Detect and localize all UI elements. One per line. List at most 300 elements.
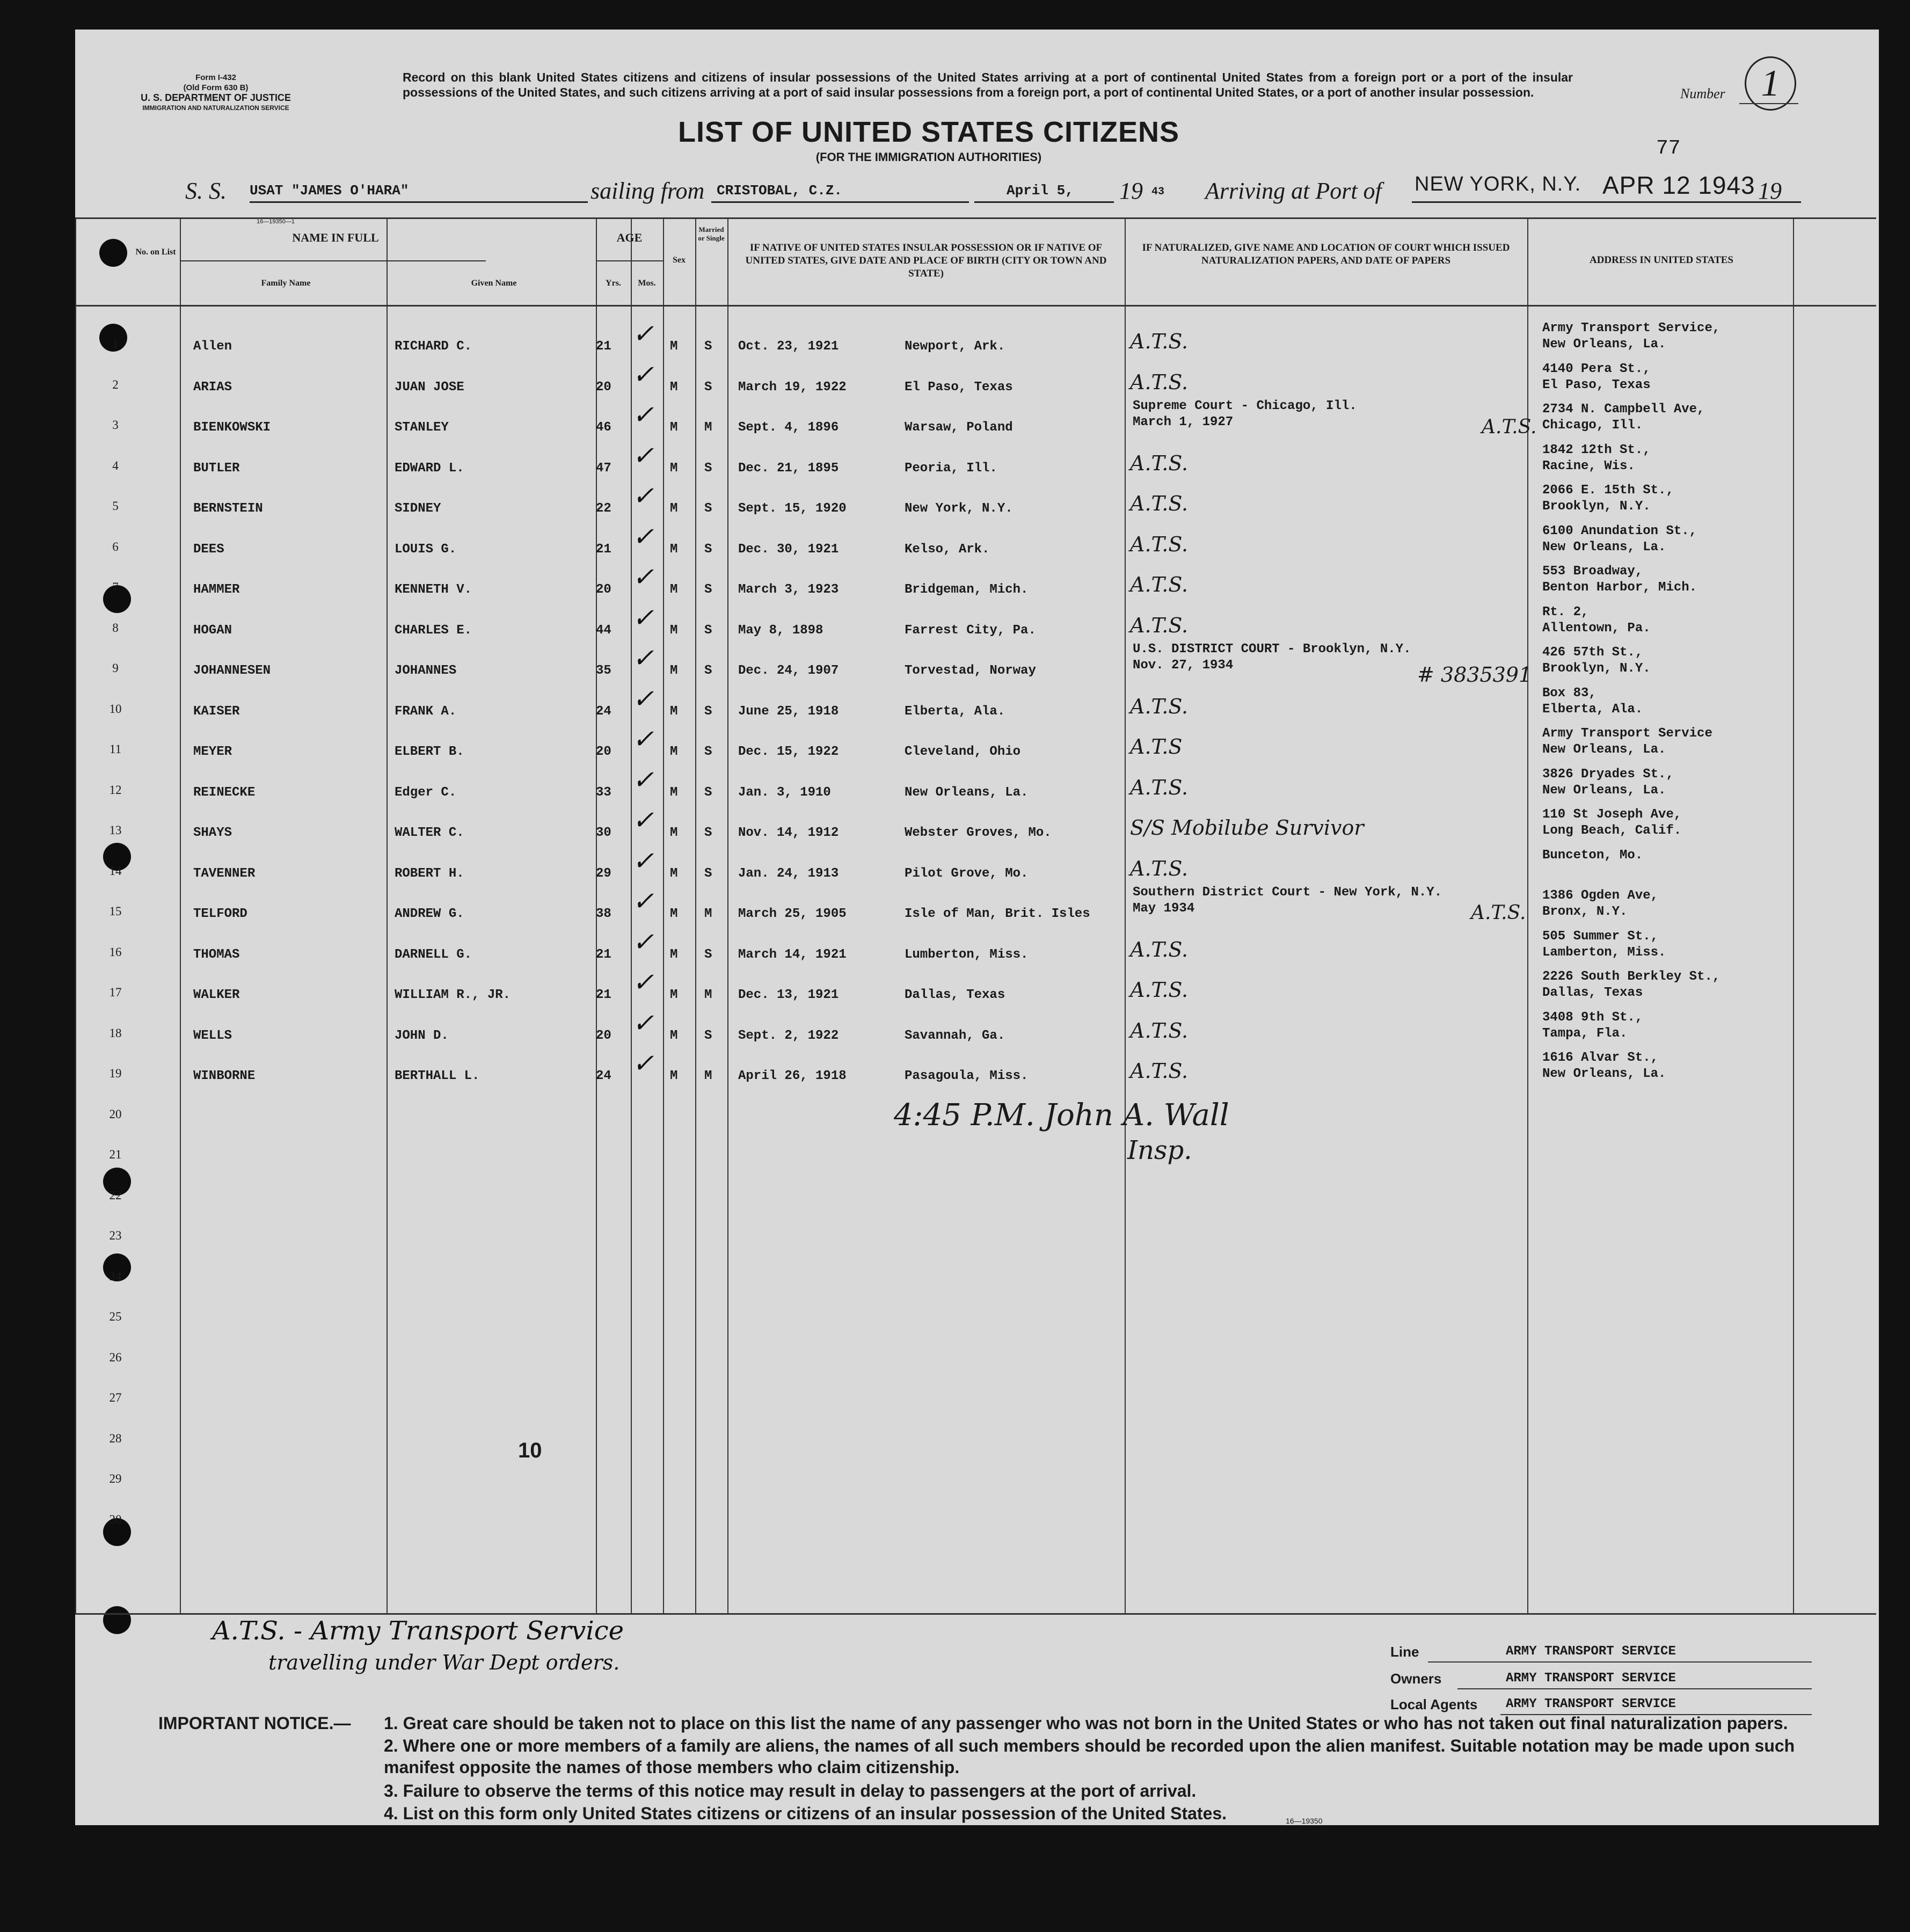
age-years: 30 (596, 826, 611, 840)
naturalization-info: A.T.S. (1130, 573, 1189, 596)
table-top-border (75, 217, 1876, 219)
sex: M (670, 988, 678, 1002)
given-name: KENNETH V. (395, 582, 472, 597)
sex: M (670, 745, 678, 759)
row-number: 15 (109, 905, 122, 918)
birth-date: Dec. 30, 1921 (738, 542, 839, 557)
age-years: 21 (596, 339, 611, 354)
age-years: 38 (596, 907, 611, 921)
row-number: 14 (109, 864, 122, 878)
family-name: BERNSTEIN (193, 501, 263, 516)
col-divider (1125, 217, 1126, 1613)
family-name: TELFORD (193, 907, 247, 921)
address-line-1: 110 St Joseph Ave, (1542, 807, 1682, 822)
married-single: S (704, 582, 712, 597)
col-header-yrs: Yrs. (606, 279, 621, 288)
checkmark: ✓ (632, 522, 654, 551)
given-name: Edger C. (395, 785, 457, 800)
address-line-2: New Orleans, La. (1542, 742, 1666, 757)
naturalization-court: U.S. DISTRICT COURT - Brooklyn, N.Y. (1133, 642, 1411, 657)
sex: M (670, 623, 678, 638)
age-years: 24 (596, 1069, 611, 1083)
col-divider (180, 217, 181, 1613)
given-name: STANLEY (395, 420, 449, 435)
family-name: WINBORNE (193, 1069, 256, 1083)
checkmark: ✓ (632, 928, 654, 957)
checkmark: ✓ (632, 684, 654, 713)
checkmark: ✓ (632, 482, 654, 511)
age-years: 22 (596, 501, 611, 516)
row-number: 13 (109, 823, 122, 837)
preamble-text: Record on this blank United States citizens and citizens of insular possessions of the United States arriving at a port of continental United States from a foreign port or a port of the insular possessions of the United States, and such citizens arriving at a port of said insular possessions from a foreign port, a port of continental United States, or a port of another insular possession. (403, 70, 1573, 99)
given-name: ELBERT B. (395, 745, 464, 759)
birth-place: Warsaw, Poland (905, 420, 1013, 435)
married-single: M (704, 1069, 712, 1083)
address-line-2: Lamberton, Miss. (1542, 945, 1666, 960)
sex: M (670, 907, 678, 921)
service-name: IMMIGRATION AND NATURALIZATION SERVICE (142, 104, 289, 112)
family-name: KAISER (193, 704, 240, 719)
row-number: 10 (109, 702, 122, 716)
sailing-label: sailing from (591, 178, 705, 204)
family-name: Allen (193, 339, 232, 354)
birth-place: Peoria, Ill. (905, 461, 997, 476)
sex: M (670, 947, 678, 962)
inspector-signature: 4:45 P.M. John A. Wall (894, 1098, 1229, 1133)
checkmark: ✓ (632, 401, 654, 429)
birth-place: Isle of Man, Brit. Isles (905, 907, 1090, 921)
sex: M (670, 826, 678, 840)
address-line-2: El Paso, Texas (1542, 377, 1651, 392)
year-prefix: 19 (1119, 178, 1143, 204)
family-name: HAMMER (193, 582, 240, 597)
address-line-1: 2226 South Berkley St., (1542, 969, 1721, 984)
col-header-name: NAME IN FULL (292, 231, 379, 244)
row-number: 28 (109, 1431, 122, 1445)
checkmark: ✓ (632, 968, 654, 997)
row-number: 23 (109, 1229, 122, 1242)
address-line-1: 426 57th St., (1542, 645, 1643, 660)
naturalization-date: May 1934 (1133, 901, 1195, 916)
birth-date: Dec. 15, 1922 (738, 745, 839, 759)
sex: M (670, 1028, 678, 1043)
naturalization-info: A.T.S. (1130, 613, 1189, 637)
sex: M (670, 866, 678, 881)
given-name: JOHANNES (395, 664, 457, 678)
row-number: 19 (109, 1067, 122, 1080)
married-single: S (704, 826, 712, 840)
address-line-1: 1616 Alvar St., (1542, 1051, 1659, 1065)
family-name: SHAYS (193, 826, 232, 840)
year-suffix: 19 (1758, 178, 1782, 204)
birth-place: Pilot Grove, Mo. (905, 866, 1029, 881)
naturalization-info: A.T.S. (1130, 1018, 1189, 1042)
col-divider (387, 217, 388, 1613)
sailing-date: April 5, (1007, 183, 1074, 199)
row3-ats-note: A.T.S. (1482, 416, 1537, 438)
married-single: S (704, 339, 712, 354)
age-years: 24 (596, 704, 611, 719)
given-name: ANDREW G. (395, 907, 464, 921)
address-line-2: New Orleans, La. (1542, 337, 1666, 352)
sex: M (670, 501, 678, 516)
naturalization-date: March 1, 1927 (1133, 415, 1234, 429)
address-line-2: Racine, Wis. (1542, 458, 1635, 473)
sex: M (670, 664, 678, 678)
given-name: WALTER C. (395, 826, 464, 840)
sex: M (670, 420, 678, 435)
checkmark: ✓ (632, 441, 654, 470)
given-name: ROBERT H. (395, 866, 464, 881)
inspector-title: Insp. (1127, 1135, 1192, 1165)
address-line-1: Army Transport Service, (1542, 321, 1721, 336)
family-name: JOHANNESEN (193, 664, 271, 678)
col-header-birth: IF NATIVE OF UNITED STATES INSULAR POSSESSION OR IF NATIVE OF UNITED STATES, GIVE DATE AND PLACE OF BIRTH (CITY OR TOWN AND STATE) (745, 242, 1107, 279)
address-line-2: Allentown, Pa. (1542, 621, 1651, 636)
address-line-1: 553 Broadway, (1542, 564, 1643, 579)
row-number: 26 (109, 1350, 122, 1364)
birth-date: May 8, 1898 (738, 623, 823, 638)
age-years: 29 (596, 866, 611, 881)
notice-item-3: 3. Failure to observe the terms of this notice may result in delay to passengers at the port of arrival. (384, 1781, 1197, 1800)
given-name: JOHN D. (395, 1028, 449, 1043)
row-number: 18 (109, 1026, 122, 1040)
row-number: 6 (112, 539, 119, 553)
col-divider (1793, 217, 1794, 1613)
form-number-top: 16—19350—1 (257, 218, 295, 225)
checkmark: ✓ (632, 360, 654, 389)
form-number: Form I-432 (195, 73, 236, 82)
address-line-2: New Orleans, La. (1542, 539, 1666, 555)
address-line-1: 2734 N. Campbell Ave, (1542, 402, 1705, 417)
naturalization-info: A.T.S. (1130, 1059, 1189, 1083)
line-underline (1428, 1661, 1812, 1663)
sailing-year: 43 (1151, 186, 1165, 198)
naturalization-court: Southern District Court - New York, N.Y. (1133, 885, 1442, 900)
arrival-date-stamp: APR 12 1943 (1602, 171, 1755, 199)
row-number: 30 (109, 1512, 122, 1526)
list-number: 1 (1745, 56, 1796, 111)
ats-footnote-orders: travelling under War Dept orders. (268, 1651, 620, 1674)
family-name: DEES (193, 542, 224, 557)
year-suffix-underline (1785, 201, 1801, 203)
address-line-1: Bunceton, Mo. (1542, 848, 1643, 863)
married-single: S (704, 704, 712, 719)
col-header-address: ADDRESS IN UNITED STATES (1589, 254, 1733, 266)
address-line-2: New Orleans, La. (1542, 783, 1666, 798)
col-header-mos: Mos. (638, 279, 656, 288)
ats-footnote: A.T.S. - Army Transport Service (212, 1616, 624, 1646)
port-of-departure: CRISTOBAL, C.Z. (717, 183, 843, 199)
total-count: 10 (518, 1439, 542, 1462)
number-underline (1739, 103, 1798, 104)
naturalization-info: A.T.S. (1130, 694, 1189, 718)
age-years: 33 (596, 785, 611, 800)
birth-place: Kelso, Ark. (905, 542, 990, 557)
married-single: M (704, 988, 712, 1002)
address-line-1: Rt. 2, (1542, 604, 1589, 619)
married-single: S (704, 664, 712, 678)
stamp-77: 77 (1656, 137, 1681, 160)
given-name: JUAN JOSE (395, 380, 464, 395)
col-header-sex: Sex (673, 256, 686, 265)
birth-date: Sept. 15, 1920 (738, 501, 847, 516)
row-number: 21 (109, 1148, 122, 1161)
birth-place: Webster Groves, Mo. (905, 826, 1052, 840)
checkmark: ✓ (632, 320, 654, 348)
naturalization-court: Supreme Court - Chicago, Ill. (1133, 399, 1357, 413)
naturalization-info: A.T.S. (1130, 856, 1189, 880)
notice-item-2: 2. Where one or more members of a family are aliens, the names of all such members should be recorded upon the alien manifest. Suitable notation may be made upon such manifest opposite the names of those members who claim citizenship. (384, 1736, 1795, 1777)
col-divider (663, 217, 664, 1613)
age-years: 20 (596, 582, 611, 597)
family-name: BUTLER (193, 461, 240, 476)
row-number: 24 (109, 1269, 122, 1283)
family-name: BIENKOWSKI (193, 420, 271, 435)
birth-date: March 25, 1905 (738, 907, 847, 921)
document-title: LIST OF UNITED STATES CITIZENS (678, 116, 1179, 148)
birth-place: Dallas, Texas (905, 988, 1005, 1002)
birth-place: New York, N.Y. (905, 501, 1013, 516)
given-name: FRANK A. (395, 704, 457, 719)
given-name: SIDNEY (395, 501, 441, 516)
given-name: EDWARD L. (395, 461, 464, 476)
address-line-1: 1842 12th St., (1542, 442, 1651, 457)
row-number: 17 (109, 986, 122, 999)
agents-value: ARMY TRANSPORT SERVICE (1506, 1697, 1676, 1711)
age-years: 20 (596, 380, 611, 395)
age-years: 21 (596, 542, 611, 557)
family-name: HOGAN (193, 623, 232, 638)
address-line-2: Brooklyn, N.Y. (1542, 661, 1651, 676)
owners-underline (1457, 1688, 1812, 1689)
sex: M (670, 461, 678, 476)
col-header-age: AGE (616, 231, 643, 244)
birth-place: Bridgeman, Mich. (905, 582, 1029, 597)
header-bottom-border (75, 305, 1876, 307)
address-line-2: Chicago, Ill. (1542, 418, 1643, 433)
birth-date: June 25, 1918 (738, 704, 839, 719)
address-line-2: Benton Harbor, Mich. (1542, 580, 1697, 595)
age-years: 20 (596, 745, 611, 759)
birth-place: Savannah, Ga. (905, 1028, 1005, 1043)
address-line-1: 4140 Pera St., (1542, 361, 1651, 376)
naturalization-info: A.T.S. (1130, 451, 1189, 475)
birth-date: Nov. 14, 1912 (738, 826, 839, 840)
birth-date: Dec. 13, 1921 (738, 988, 839, 1002)
row-number: 1 (112, 337, 119, 351)
birth-date: Jan. 24, 1913 (738, 866, 839, 881)
naturalization-info: A.T.S. (1130, 330, 1189, 353)
married-single: M (704, 907, 712, 921)
date-underline (974, 201, 1114, 203)
checkmark: ✓ (632, 1049, 654, 1078)
married-single: S (704, 501, 712, 516)
birth-place: Newport, Ark. (905, 339, 1005, 354)
col-header-naturalized: IF NATURALIZED, GIVE NAME AND LOCATION OF COURT WHICH ISSUED NATURALIZATION PAPERS, AND DATE OF PAPERS (1142, 242, 1510, 266)
address-line-2: Long Beach, Calif. (1542, 823, 1682, 838)
line-value: ARMY TRANSPORT SERVICE (1506, 1644, 1676, 1659)
checkmark: ✓ (632, 644, 654, 673)
address-line-1: Box 83, (1542, 686, 1596, 701)
old-form-number: (Old Form 630 B) (183, 83, 249, 92)
arrival-port: NEW YORK, N.Y. (1415, 173, 1581, 195)
naturalization-info: A.T.S. (1130, 370, 1189, 394)
naturalization-info: S/S Mobilube Survivor (1130, 816, 1364, 840)
row9-cert-number: # 3835391 (1417, 663, 1532, 687)
married-single: S (704, 542, 712, 557)
checkmark: ✓ (632, 1009, 654, 1038)
birth-place: Pasagoula, Miss. (905, 1069, 1029, 1083)
row-number: 7 (112, 580, 119, 594)
row-number: 12 (109, 783, 122, 797)
age-subheader-line (596, 260, 663, 261)
age-years: 47 (596, 461, 611, 476)
form-identifier (125, 72, 307, 113)
row-number: 9 (112, 661, 119, 675)
col-header-given: Given Name (471, 279, 517, 288)
row-number: 4 (112, 458, 119, 472)
birth-date: Oct. 23, 1921 (738, 339, 839, 354)
address-line-2: Brooklyn, N.Y. (1542, 499, 1651, 514)
col-divider (631, 217, 632, 1613)
checkmark: ✓ (632, 806, 654, 835)
age-years: 21 (596, 947, 611, 962)
naturalization-info: A.T.S (1130, 735, 1183, 759)
address-line-1: 3826 Dryades St., (1542, 767, 1674, 782)
checkmark: ✓ (632, 725, 654, 754)
sex: M (670, 380, 678, 395)
given-name: BERTHALL L. (395, 1069, 480, 1083)
married-single: S (704, 380, 712, 395)
address-line-1: Army Transport Service (1542, 726, 1712, 741)
sex: M (670, 542, 678, 557)
checkmark: ✓ (632, 563, 654, 592)
given-name: WILLIAM R., JR. (395, 988, 511, 1002)
name-subheader-line (180, 260, 486, 261)
checkmark: ✓ (632, 765, 654, 794)
married-single: S (704, 461, 712, 476)
row-number: 3 (112, 418, 119, 432)
naturalization-info: A.T.S. (1130, 775, 1189, 799)
row-number: 5 (112, 499, 119, 513)
age-years: 44 (596, 623, 611, 638)
birth-date: March 19, 1922 (738, 380, 847, 395)
row-number: 8 (112, 621, 119, 635)
address-line-2: Elberta, Ala. (1542, 702, 1643, 717)
line-label: Line (1390, 1644, 1419, 1660)
port-underline (1412, 201, 1788, 203)
row-number: 27 (109, 1391, 122, 1404)
address-line-2: Bronx, N.Y. (1542, 905, 1628, 919)
married-single: S (704, 623, 712, 638)
checkmark: ✓ (632, 847, 654, 876)
table-bottom-border (75, 1613, 1876, 1615)
birth-place: Farrest City, Pa. (905, 623, 1036, 638)
row-number: 25 (109, 1310, 122, 1323)
birth-place: Torvestad, Norway (905, 664, 1036, 678)
address-line-1: 1386 Ogden Ave, (1542, 888, 1659, 903)
naturalization-info: A.T.S. (1130, 937, 1189, 961)
sex: M (670, 785, 678, 800)
row-number: 29 (109, 1472, 122, 1485)
address-line-1: 3408 9th St., (1542, 1010, 1643, 1025)
married-single: S (704, 947, 712, 962)
col-header-no: No. on List (135, 247, 176, 257)
birth-place: Lumberton, Miss. (905, 947, 1029, 962)
document-subtitle: (FOR THE IMMIGRATION AUTHORITIES) (815, 150, 1042, 164)
row15-ats-note: A.T.S. (1471, 902, 1526, 924)
family-name: REINECKE (193, 785, 256, 800)
row-number: 20 (109, 1107, 122, 1121)
address-line-1: 6100 Anundation St., (1542, 523, 1697, 538)
row-number: 22 (109, 1188, 122, 1202)
owners-label: Owners (1390, 1671, 1442, 1687)
family-name: ARIAS (193, 380, 232, 395)
ss-label: S. S. (185, 178, 227, 204)
birth-date: Sept. 4, 1896 (738, 420, 839, 435)
birth-date: March 3, 1923 (738, 582, 839, 597)
address-line-2: Dallas, Texas (1542, 986, 1643, 1000)
address-line-1: 2066 E. 15th St., (1542, 483, 1674, 498)
row-number: 11 (109, 742, 122, 756)
notice-item-4: 4. List on this form only United States citizens or citizens of an insular possession of the United States. (384, 1804, 1227, 1823)
department-name: U. S. DEPARTMENT OF JUSTICE (141, 92, 291, 103)
sex: M (670, 582, 678, 597)
given-name: DARNELL G. (395, 947, 472, 962)
age-years: 46 (596, 420, 611, 435)
age-years: 20 (596, 1028, 611, 1043)
given-name: LOUIS G. (395, 542, 457, 557)
sex: M (670, 1069, 678, 1083)
arriving-label: Arriving at Port of (1205, 178, 1382, 204)
number-label: Number (1680, 86, 1725, 101)
ship-name: USAT "JAMES O'HARA" (250, 183, 409, 199)
family-name: WELLS (193, 1028, 232, 1043)
birth-date: April 26, 1918 (738, 1069, 847, 1083)
family-name: WALKER (193, 988, 240, 1002)
age-years: 21 (596, 988, 611, 1002)
row-number: 2 (112, 377, 119, 391)
sex: M (670, 704, 678, 719)
checkmark: ✓ (632, 603, 654, 632)
family-name: MEYER (193, 745, 232, 759)
married-single: M (704, 420, 712, 435)
address-line-1: 505 Summer St., (1542, 929, 1659, 944)
given-name: CHARLES E. (395, 623, 472, 638)
birth-place: Elberta, Ala. (905, 704, 1005, 719)
departure-underline (711, 201, 969, 203)
birth-date: Sept. 2, 1922 (738, 1028, 839, 1043)
naturalization-date: Nov. 27, 1934 (1133, 658, 1234, 673)
married-single: S (704, 745, 712, 759)
naturalization-info: A.T.S. (1130, 532, 1189, 556)
family-name: TAVENNER (193, 866, 256, 881)
address-line-2: New Orleans, La. (1542, 1067, 1666, 1081)
checkmark: ✓ (632, 887, 654, 916)
birth-date: Dec. 21, 1895 (738, 461, 839, 476)
row-number: 16 (109, 945, 122, 959)
given-name: RICHARD C. (395, 339, 472, 354)
col-header-family: Family Name (261, 279, 311, 288)
age-years: 35 (596, 664, 611, 678)
family-name: THOMAS (193, 947, 240, 962)
naturalization-info: A.T.S. (1130, 978, 1189, 1002)
agents-label: Local Agents (1390, 1696, 1478, 1712)
notice-lead: IMPORTANT NOTICE.— (158, 1714, 351, 1733)
birth-date: Jan. 3, 1910 (738, 785, 831, 800)
form-number-footer: 16—19350 (1286, 1817, 1323, 1825)
